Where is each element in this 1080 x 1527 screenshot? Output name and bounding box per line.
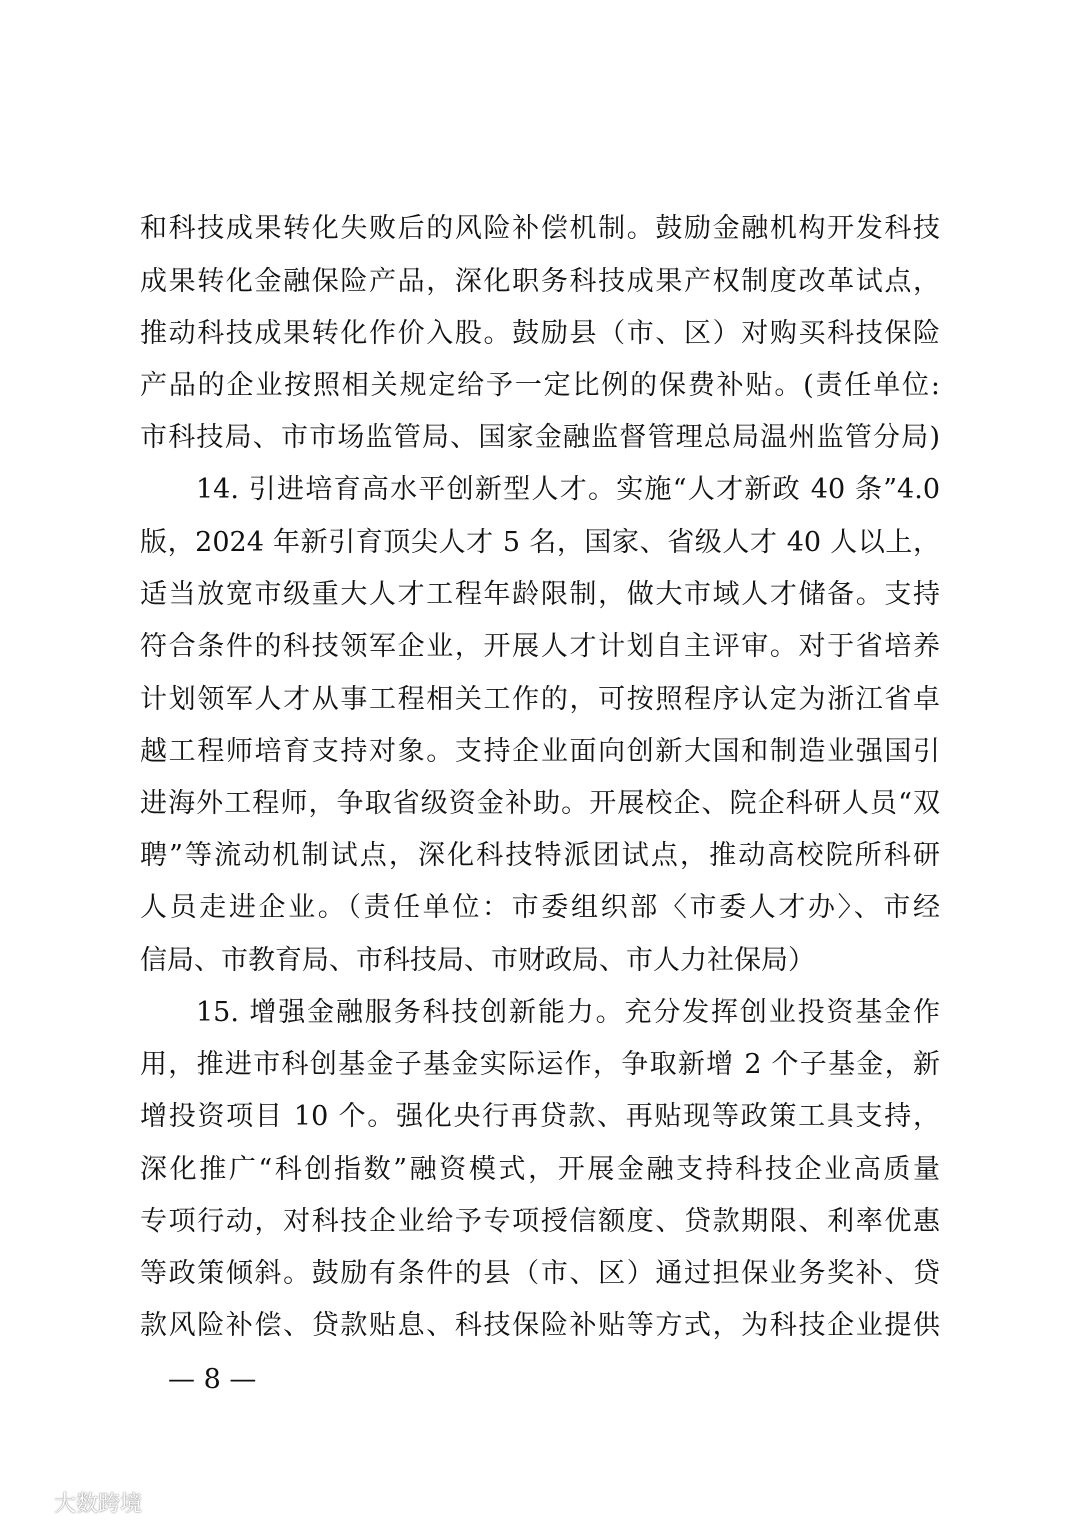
text-line: 推动科技成果转化作价入股。鼓励县（市、区）对购买科技保险 [140, 318, 940, 349]
text-line: 适当放宽市级重大人才工程年龄限制，做大市域人才储备。支持 [140, 579, 940, 610]
watermark [8, 1485, 142, 1519]
text-line: 产品的企业按照相关规定给予一定比例的保费补贴。(责任单位: [140, 370, 940, 401]
text-line: 专项行动，对科技企业给予专项授信额度、贷款期限、利率优惠 [140, 1206, 940, 1237]
text-line: 进海外工程师，争取省级资金补助。开展校企、院企科研人员“双 [140, 788, 940, 819]
text-line: 等政策倾斜。鼓励有条件的县（市、区）通过担保业务奖补、贷 [140, 1258, 940, 1289]
text-line: 符合条件的科技领军企业，开展人才计划自主评审。对于省培养 [140, 631, 940, 662]
section-heading-15: 15. 增强金融服务科技创新能力。充分发挥创业投资基金作 [196, 997, 940, 1028]
text-line: 市科技局、市市场监管局、国家金融监督管理总局温州监管分局) [140, 422, 940, 453]
text-line: 版，2024 年新引育顶尖人才 5 名，国家、省级人才 40 人以上， [140, 527, 940, 558]
text-line: 深化推广“科创指数”融资模式，开展金融支持科技企业高质量 [140, 1154, 940, 1185]
text-line: 越工程师培育支持对象。支持企业面向创新大国和制造业强国引 [140, 736, 940, 767]
text-line: 款风险补偿、贷款贴息、科技保险补贴等方式，为科技企业提供 [140, 1310, 940, 1341]
text-line: 计划领军人才从事工程相关工作的，可按照程序认定为浙江省卓 [140, 684, 940, 715]
text-line: 用，推进市科创基金子基金实际运作，争取新增 2 个子基金，新 [140, 1049, 940, 1080]
chat-bubble-icon [8, 1488, 48, 1516]
text-line: 人员走进企业。（责任单位：市委组织部〈市委人才办〉、市经 [140, 892, 940, 923]
text-line: 聘”等流动机制试点，深化科技特派团试点，推动高校院所科研 [140, 840, 940, 871]
section-heading-14: 14. 引进培育高水平创新型人才。实施“人才新政 40 条”4.0 [196, 474, 940, 505]
page-number: — 8 — [168, 1364, 257, 1395]
text-line: 信局、市教育局、市科技局、市财政局、市人力社保局） [140, 945, 815, 976]
text-line: 和科技成果转化失败后的风险补偿机制。鼓励金融机构开发科技 [140, 213, 940, 244]
watermark-text: 大数跨境 [54, 1491, 143, 1517]
text-line: 成果转化金融保险产品，深化职务科技成果产权制度改革试点， [140, 266, 940, 297]
text-line: 增投资项目 10 个。强化央行再贷款、再贴现等政策工具支持， [140, 1101, 940, 1132]
